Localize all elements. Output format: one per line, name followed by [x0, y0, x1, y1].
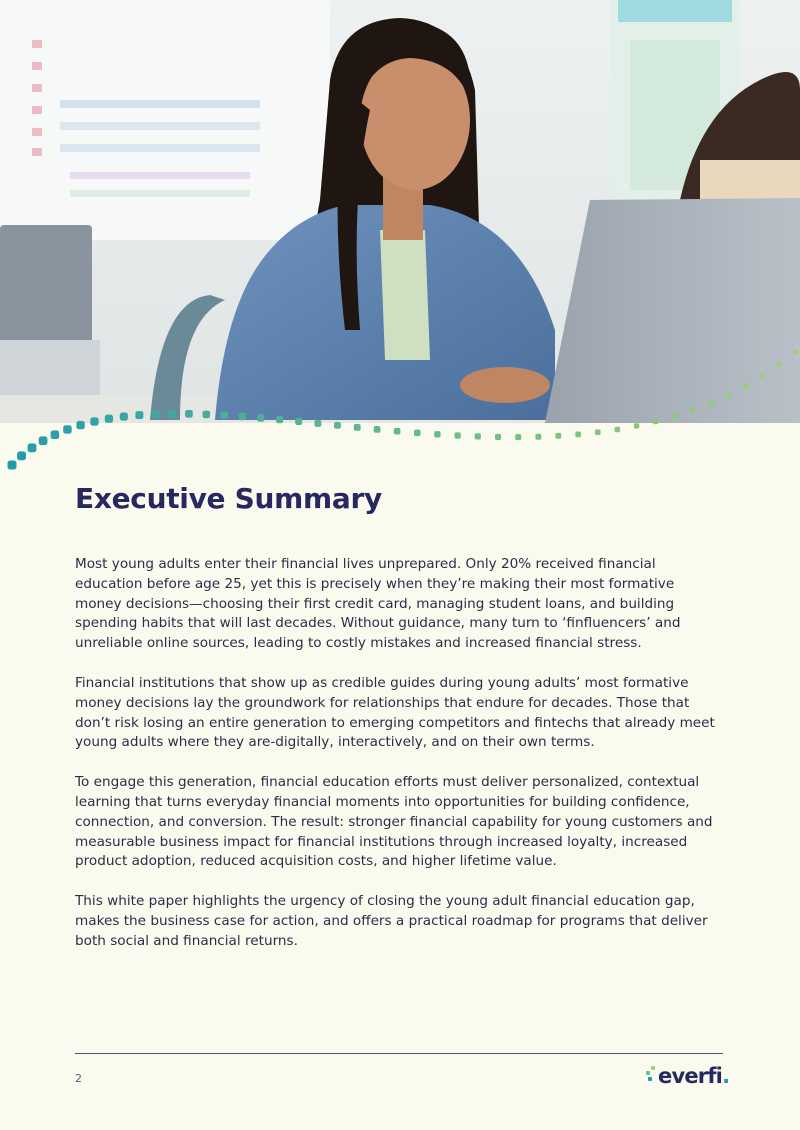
wave-dot — [203, 411, 211, 419]
wave-dot — [276, 416, 283, 423]
wave-dot — [575, 432, 581, 438]
logo-wordmark: everfi. — [658, 1064, 730, 1088]
dotted-wave-decoration — [0, 340, 800, 500]
paragraph: Most young adults enter their financial lives unprepared. Only 20% received financial education before age 25, yet this is precisely when they’re making their most formative money decisions—choosing their first credit card, managing student loans, and building spending habits that will last decades. Without guidance, many turn to ‘finfluencers’ and unreliable online sources, leading to costly mistakes and increased financial stress. — [75, 556, 681, 652]
wave-dot — [17, 451, 26, 460]
summary-body — [75, 555, 725, 972]
wave-dot — [708, 401, 713, 406]
paragraph: This white paper highlights the urgency of closing the young adult financial education gap, makes the business case for action, and offers a practical roadmap for programs that deliver both social and financial returns. — [75, 893, 708, 949]
wave-dot — [257, 414, 264, 421]
wave-dot — [63, 425, 71, 434]
wave-dot — [535, 434, 541, 440]
wave-dot — [414, 430, 421, 437]
wave-dot — [28, 443, 37, 452]
wave-dot — [760, 374, 765, 379]
wave-dot — [152, 410, 160, 418]
wave-dot — [51, 430, 60, 439]
wave-dot — [793, 350, 798, 355]
wave-dot — [455, 432, 461, 438]
paragraph: Financial institutions that show up as credible guides during young adults’ most formative money decisions lay the groundwork for relationships that endure for decades. Those that don’t risk losing an entire generation to emerging competitors and fintechs that already meet young adults where they are-digitally, interactively, and on their own terms. — [75, 674, 715, 751]
wave-dot — [672, 414, 677, 419]
wave-dot — [239, 413, 246, 420]
wave-dot — [334, 422, 341, 429]
wave-dot — [314, 420, 321, 427]
wave-dot — [185, 410, 193, 418]
wave-dot — [515, 434, 521, 440]
wave-dot — [168, 410, 176, 418]
wave-dot — [434, 431, 440, 437]
wave-dot — [634, 423, 639, 428]
paragraph: To engage this generation, financial education efforts must deliver personalized, contextual learning that turns everyday financial moments into opportunities for building confidence, connection, and conversion. The result: stronger financial capability for young customers and measurable business impact for financial institutions through increased loyalty, increased product adoption, reduced acquisition costs, and higher lifetime value. — [75, 774, 713, 870]
wave-dot — [354, 424, 361, 431]
wave-dot — [374, 426, 381, 433]
wave-dot — [595, 429, 601, 435]
page-number: 2 — [75, 1072, 82, 1085]
wave-dot — [743, 384, 748, 389]
wave-dot — [295, 418, 302, 425]
wave-dot — [220, 412, 228, 420]
wave-dot — [76, 421, 84, 429]
page-title: Executive Summary — [75, 482, 382, 515]
wave-dot — [615, 427, 621, 433]
wave-dot — [777, 362, 782, 367]
wave-dot — [653, 419, 658, 424]
wave-dot — [726, 393, 731, 398]
wave-dot — [555, 433, 561, 439]
wave-dot — [90, 417, 98, 425]
wave-dot — [690, 408, 695, 413]
footer-divider — [75, 1053, 723, 1054]
wave-dot — [135, 411, 143, 419]
wave-dot — [394, 428, 401, 435]
everfi-logo — [646, 1062, 730, 1092]
wave-dot — [39, 436, 48, 445]
wave-dot — [105, 415, 113, 423]
wave-dot — [495, 434, 501, 440]
wave-dot — [120, 413, 128, 421]
wave-dot — [475, 433, 481, 439]
wave-dot — [8, 461, 17, 470]
